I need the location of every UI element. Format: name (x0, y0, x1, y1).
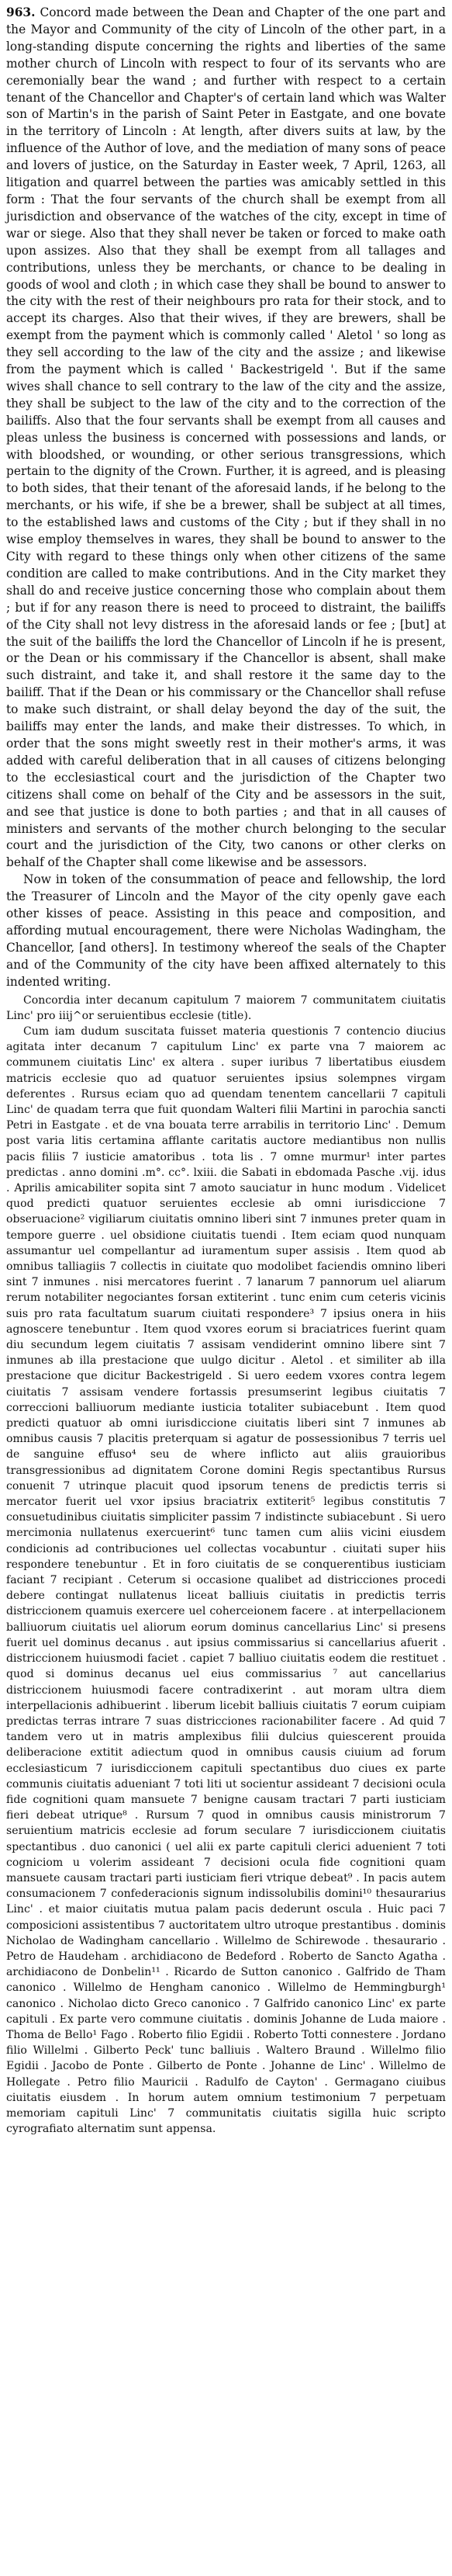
latin-body: Cum iam dudum suscitata fuisset materia questionis 7 contencio diucius agitata inter decanum 7 capitulum Linc' ex parte vna 7 maiorem ac communem ciuitatis Linc' ex altera . super iuribus 7 libertatibus eiusdem matricis ecclesie quo ad quatuor seruientes ipsius solempnes virgam deferentes . Rursus eciam quo ad quendam tenentem cancellarii 7 capituli Linc' de quadam terra que fuit quondam Walteri filii Martini in parochia sancti Petri in Eastgate . et de vna bouata terre arrabilis in territorio Linc' . Demum post varia litis certamina afflante caritatis auctore mediantibus non nullis pacis filiis 7 iusticie amatoribus . tota lis . 7 omne murmur¹ inter partes predictas . anno domini .m°. cc°. lxiii. die Sabati in ebdomada Pasche .vij. idus . Aprilis amicabiliter sopita sint 7 amoto sauciatur in hunc modum . Videlicet quod predicti quatuor seruientes ecclesie ab omni iurisdiccione 7 obseruacione² vigiliarum ciuitatis omnino liberi sint 7 inmunes preter quam in tempore guerre . uel obsidione ciuitatis tuendi . Item eciam quod nunquam assumantur uel compellantur ad iuramentum super assisis . Item quod ab omnibus talliagiis 7 collectis in ciuitate quo modolibet faciendis omnino liberi sint 7 inmunes . nisi mercatores fuerint . 7 lanarum 7 pannorum uel aliarum rerum notabiliter negociantes forsan extiterint . tunc enim cum ceteris vicinis suis pro rata facultatum suarum ciuitati respondere³ 7 ipsius onera in hiis agnoscere tenebuntur . Item quod vxores eorum si braciatrices fuerint quam diu secundum legem ciuitatis 7 assisam vendiderint omnino libere sint 7 inmunes ab illa prestacione que uulgo dicitur . Aletol . et similiter ab illa prestacione que dicitur Backestrigeld . Si uero eedem vxores contra legem ciuitatis 7 assisam vendere fortassis presumserint legibus ciuitatis 7 correccioni balliuorum mediante iusticia totaliter subiacebunt . Item quod predicti quatuor ab omni iurisdiccione ciuitatis liberi sint 7 inmunes ab omnibus causis 7 placitis preterquam si agatur de possessionibus 7 terris uel de sanguine effuso⁴ seu de where inflicto aut aliis grauioribus transgressionibus ad dignitatem Corone domini Regis spectantibus Rursus conuenit 7 utrinque placuit quod ipsorum tenens de predictis terris si mercator fuerit uel vxor ipsius braciatrix extiterit⁵ legibus constitutis 7 consuetudinibus ciuitatis simpliciter passim 7 indistincte subiacebunt . Si uero mercimonia nullatenus exercuerint⁶ tunc tamen cum aliis vicini eiusdem condicionis ad contribuciones uel collectas vocabuntur . ciuitati super hiis respondere tenebuntur . Et in foro ciuitatis de se conquerentibus iusticiam faciant 7 recipiant . Ceterum si occasione qualibet ad districciones procedi debere contingat nullatenus liceat balliuis ciuitatis in predictis terris districcionem quamuis exercere uel coherceionem facere . at interpellacionem balliuorum ciuitatis uel aliorum eorum dominus cancellarius Linc' si presens fuerit uel dominus decanus . aut ipsius commissarius si cancellarius afuerit . districcionem huiusmodi faciet . capiet 7 balliuo ciuitatis eodem die restituet . quod si dominus decanus uel eius commissarius ⁷ aut cancellarius districcionem huiusmodi facere contradixerint . aut moram ultra diem interpellacionis adhibuerint . liberum licebit balliuis ciuitatis 7 eorum cuipiam predictas terras intrare 7 suas districciones racionabiliter facere . Ad quid 7 tandem vero ut in matris amplexibus filii dulcius quiescerent prouida deliberacione extitit adiectum quod in omnibus causis ciuium ad forum ecclesiasticum 7 iurisdiccionem capituli spectantibus duo ciues ex parte communis ciuitatis adueniant 7 toti liti ut socientur assideant 7 decisioni ocula fide cognitioni quam mansuete 7 benigne causam tractari 7 parti iusticiam fieri debeat utrique⁸ . Rursum 7 quod in omnibus causis ministrorum 7 seruientium matricis ecclesie ad forum seculare 7 iurisdiccionem ciuitatis spectantibus . duo canonici ( uel alii ex parte capituli clerici aduenient 7 toti cogniciom u volerim assideant 7 decisioni ocula fide cognitioni quam mansuete causam tractari parti iusticiam fieri vtrique debeat⁹ . In pacis autem consumacionem 7 confederacionis signum indissolubilis domini¹⁰ thesaurarius Linc' . et maior ciuitatis mutua palam pacis dederunt oscula . Huic paci 7 composicioni assistentibus 7 auctoritatem ultro utroque prestantibus . dominis Nicholao de Wadingham cancellario . Willelmo de Schirewode . thesaurario . Petro de Haudeham . archidiacono de Bedeford . Roberto de Sancto Agatha . archidiacono de Donbelin¹¹ . Ricardo de Sutton canonico . Galfrido de Tham canonico . Willelmo de Hengham canonico . Willelmo de Hemmingburgh¹ canonico . Nicholao dicto Greco canonico . 7 Galfrido canonico Linc' ex parte capituli . Ex parte vero commune ciuitatis . dominis Johanne de Luda maiore . Thoma de Bello¹ Fago . Roberto filio Egidii . Roberto Totti connestere . Jordano filio Willelmi . Gilberto Peck' tunc balliuis . Waltero Braund . Willelmo filio Egidii . Jacobo de Ponte . Gilberto de Ponte . Johanne de Linc' . Willelmo de Hollegate . Petro filio Mauricii . Radulfo de Cayton' . Germagano ciuibus ciuitatis eiusdem . In horum autem omnium testimonium 7 perpetuam memoriam capituli Linc' 7 communitatis ciuitatis sigilla huic scripto cyrografiato alternatim sunt appensa. (6, 1025, 446, 2136)
latin-text (6, 993, 446, 2137)
english-paragraph: Now in token of the consummation of peace and fellowship, the lord the Treasurer of Lincoln and the Mayor of the city openly gave each other kisses of peace. Assisting in this peace and composition, and affording mutual encouragement, there were Nicholas Wadingham, the Chancellor, [and others]. In testimony whereof the seals of the Chapter and of the Community of the city have been affixed alternately to this indented writing. (6, 872, 446, 989)
latin-title: Concordia inter decanum capitulum 7 maiorem 7 communitatem ciuitatis Linc' pro iiij^or seruientibus ecclesie (title). (6, 993, 446, 1022)
charter-number: 963. (6, 5, 36, 19)
english-paragraph (6, 5, 446, 872)
english-paragraph-text: Concord made between the Dean and Chapter of the one part and the Mayor and Community of the city of Lincoln of the other part, in a long-standing dispute concerning the rights and liberties of the same mother church of Lincoln with respect to four of its servants who are ceremonially bear the wand ; and further with respect to a certain tenant of the Chancellor and Chapter's of certain land which was Walter son of Martin's in the parish of Saint Peter in Eastgate, and one bovate in the territory of Lincoln : At length, after divers suits at law, by the influence of the Author of love, and the mediation of many sons of peace and lovers of justice, on the Saturday in Easter week, 7 April, 1263, all litigation and quarrel between the parties was amicably settled in this form : That the four servants of the church shall be exempt from all jurisdiction and observance of the watches of the city, except in time of war or siege. Also that they shall never be taken or forced to make oath upon assizes. Also that they shall be exempt from all tallages and contributions, unless they be merchants, or chance to be dealing in goods of wool and cloth ; in which case they shall be bound to answer to the city with the rest of their neighbours pro rata for their stock, and to accept its charges. Also that their wives, if they are brewers, shall be exempt from the payment which is commonly called ' Aletol ' so long as they sell according to the law of the city and the assize ; and likewise from the payment which is called ' Backestrigeld '. But if the same wives shall chance to sell contrary to the law of the city and the assize, they shall be subject to the law of the city and to the correction of the bailiffs. Also that the four servants shall be exempt from all causes and pleas unless the business is concerned with possessions and lands, or with bloodshed, or wounding, or other serious transgressions, which pertain to the dignity of the Crown. Further, it is agreed, and is pleasing to both sides, that their tenant of the aforesaid lands, if he belong to the merchants, or his wife, if she be a brewer, shall be subject at all times, to the established laws and customs of the City ; but if they shall in no wise employ themselves in wares, they shall be bound to answer to the City with regard to these things only when other citizens of the same condition are called to make contributions. And in the City market they shall do and receive justice concerning those who complain about them ; but if for any reason there is need to proceed to distraint, the bailiffs of the City shall not levy distress in the aforesaid lands or fee ; [but] at the suit of the bailiffs the lord the Chancellor of Lincoln if he is present, or the Dean or his commissary if the Chancellor is absent, shall make such distraint, and take it, and shall restore it the same day to the bailiff. That if the Dean or his commissary or the Chancellor shall refuse to make such distraint, or shall delay beyond the day of the suit, the bailiffs may enter the lands, and make their distresses. To which, in order that the sons might sweetly rest in their mother's arms, it was added with careful deliberation that in all causes of citizens belonging to the ecclesiastical court and the jurisdiction of the Chapter two citizens shall come on behalf of the City and be assessors in the suit, and see that justice is done to both parties ; and that in all causes of ministers and servants of the mother church belonging to the secular court and the jurisdiction of the City, two canons or other clerks on behalf of the Chapter shall come likewise and be assessors. (6, 5, 446, 870)
english-translation (6, 5, 446, 991)
